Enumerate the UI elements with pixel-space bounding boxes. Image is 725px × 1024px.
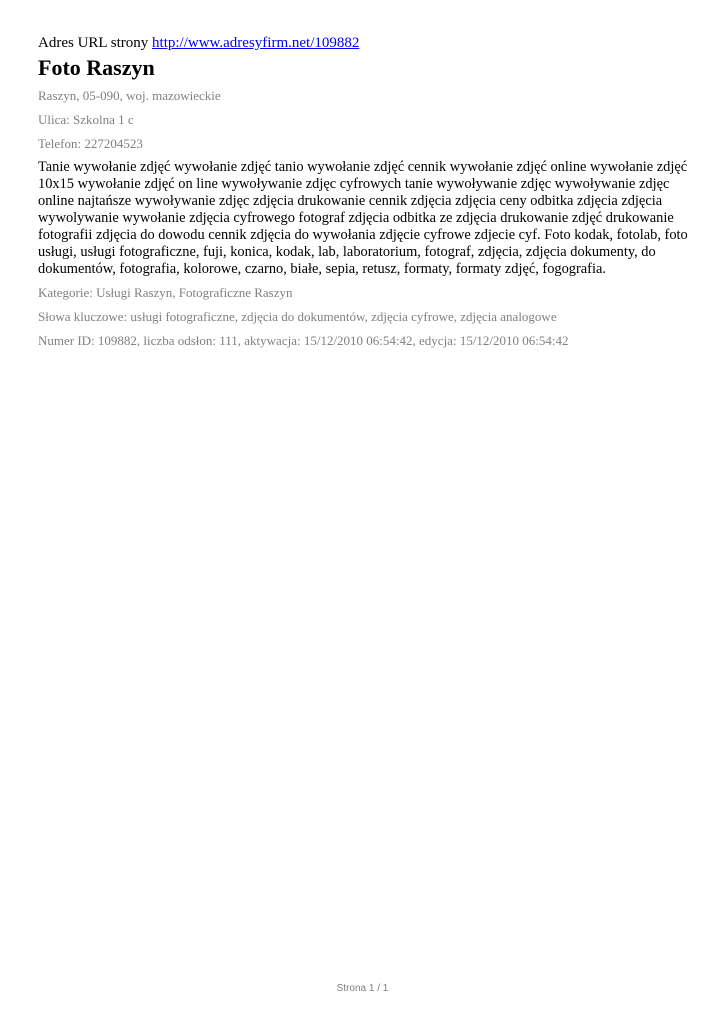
record-info-line: Numer ID: 109882, liczba odsłon: 111, aktywacja: 15/12/2010 06:54:42, edycja: 15/12/2010 06:54:42	[38, 333, 569, 348]
phone-line: Telefon: 227204523	[38, 136, 143, 151]
url-link[interactable]: http://www.adresyfirm.net/109882	[152, 35, 360, 51]
street-line: Ulica: Szkolna 1 c	[38, 112, 134, 127]
address-line: Raszyn, 05-090, woj. mazowieckie	[38, 88, 221, 103]
url-line	[38, 33, 688, 53]
categories-line: Kategorie: Usługi Raszyn, Fotograficzne Raszyn	[38, 285, 293, 300]
url-label: Adres URL strony	[38, 35, 149, 51]
document-page	[38, 33, 688, 356]
page-title: Foto Raszyn	[38, 55, 155, 80]
keywords-line: Słowa kluczowe: usługi fotograficzne, zdjęcia do dokumentów, zdjęcia cyfrowe, zdjęcia analogowe	[38, 309, 557, 324]
description-text: Tanie wywołanie zdjęć wywołanie zdjęć tanio wywołanie zdjęć cennik wywołanie zdjęć online wywołanie zdjęć 10x15 wywołanie zdjęć on line wywoływanie zdjęc cyfrowych tanie wywoływanie zdjęc wywoływanie zdjęc online najtańsze wywoływanie zdjęc zdjęcia drukowanie cennik zdjęcia zdjęcia ceny odbitka zdjęcia zdjęcia wywolywanie wywołanie zdjęcia cyfrowego fotograf zdjęcia odbitka ze zdjęcia drukowanie zdjęć drukowanie fotografii zdjęcia do dowodu cennik zdjęcia do wywołania zdjęcie cyfrowe zdjecie cyf. Foto kodak, fotolab, foto usługi, usługi fotograficzne, fuji, konica, kodak, lab, laboratorium, fotograf, zdjęcia, zdjęcia dokumenty, do dokumentów, fotografia, kolorowe, czarno, białe, sepia, retusz, formaty, formaty zdjęć, fogografia.	[38, 159, 688, 277]
page-number: Strona 1 / 1	[336, 983, 389, 994]
